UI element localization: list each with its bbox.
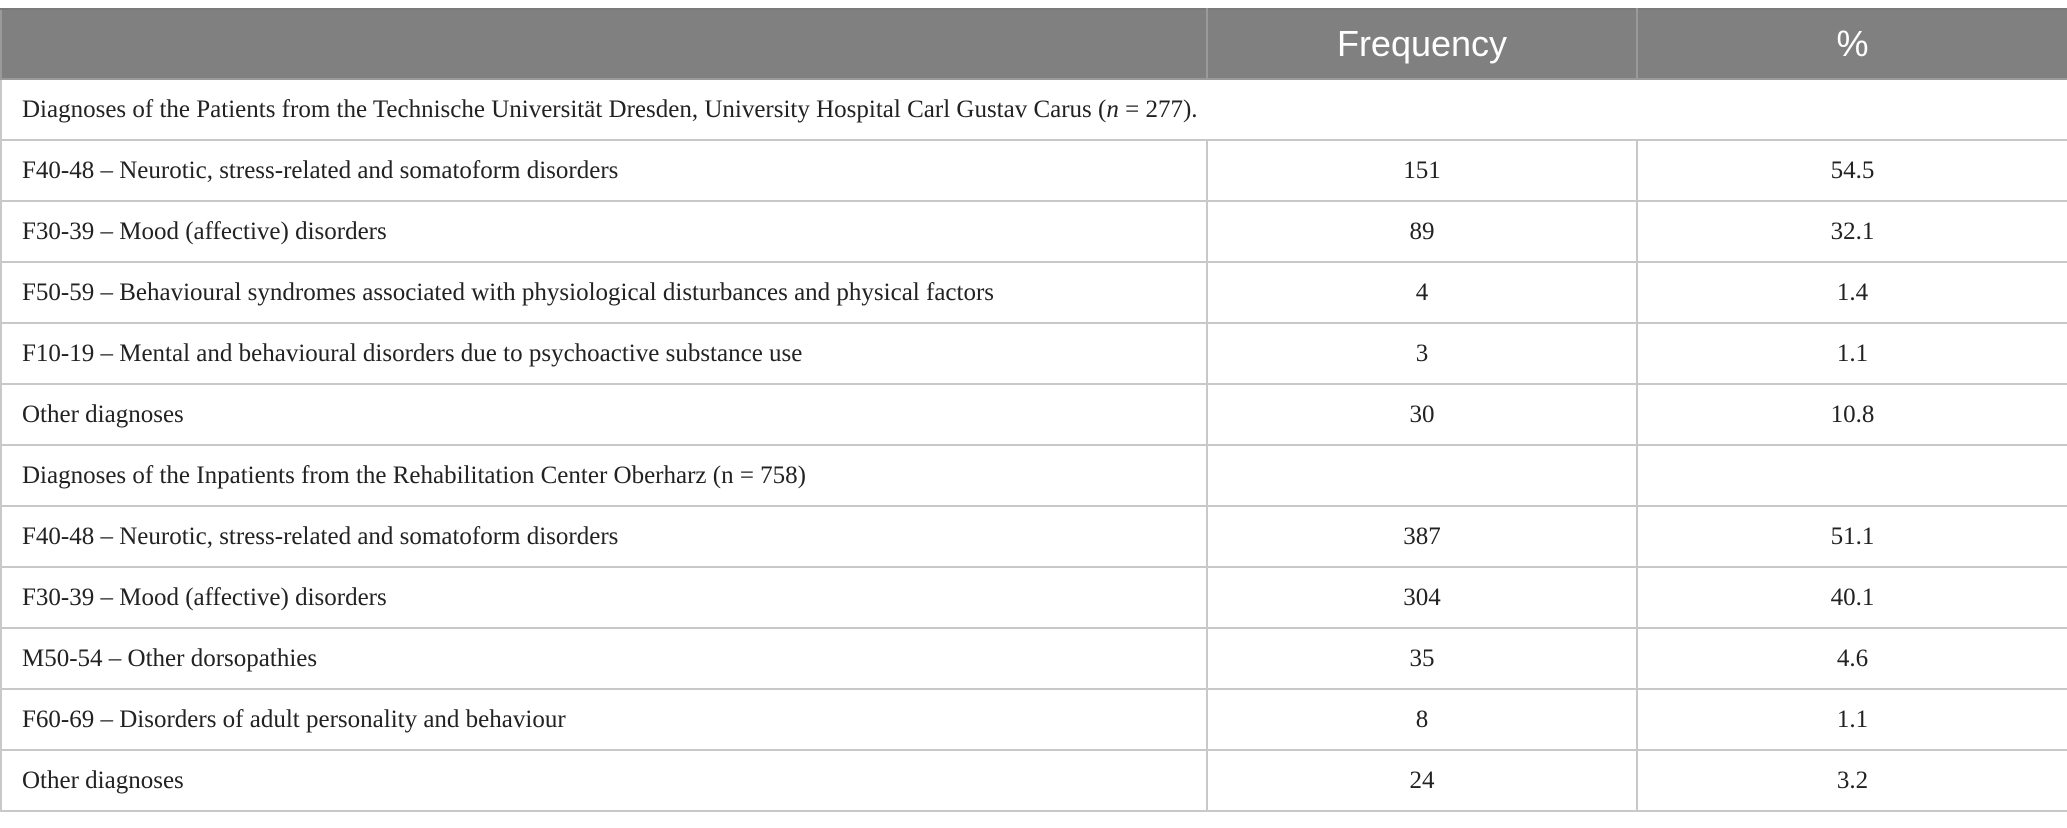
table-row	[1, 506, 2067, 567]
frequency-cell: 8	[1207, 689, 1637, 750]
section-title-n: n	[1106, 95, 1119, 123]
percent-cell: 32.1	[1637, 201, 2067, 262]
table-row	[1, 323, 2067, 384]
section-row-dresden	[1, 79, 2067, 140]
table-row	[1, 689, 2067, 750]
diagnosis-cell: F30-39 – Mood (affective) disorders	[1, 567, 1207, 628]
diagnosis-cell: F10-19 – Mental and behavioural disorders due to psychoactive substance use	[1, 323, 1207, 384]
diagnoses-table-wrapper	[0, 8, 2067, 812]
table-row	[1, 201, 2067, 262]
percent-cell: 4.6	[1637, 628, 2067, 689]
empty-cell	[1637, 445, 2067, 506]
section-title-text: Diagnoses of the Patients from the Technische Universität Dresden, University Hospital Carl Gustav Carus (	[22, 95, 1107, 123]
percent-cell: 1.4	[1637, 262, 2067, 323]
table-row	[1, 384, 2067, 445]
table-row	[1, 628, 2067, 689]
diagnoses-table	[0, 8, 2067, 812]
diagnosis-cell: M50-54 – Other dorsopathies	[1, 628, 1207, 689]
frequency-cell: 387	[1207, 506, 1637, 567]
percent-cell: 10.8	[1637, 384, 2067, 445]
diagnosis-cell: Other diagnoses	[1, 750, 1207, 811]
header-diagnosis	[1, 9, 1207, 79]
table-row	[1, 750, 2067, 811]
percent-cell: 1.1	[1637, 323, 2067, 384]
section-title-dresden	[1, 79, 2067, 140]
diagnosis-cell: F40-48 – Neurotic, stress-related and somatoform disorders	[1, 506, 1207, 567]
section-title-oberharz: Diagnoses of the Inpatients from the Rehabilitation Center Oberharz (n = 758)	[1, 445, 1207, 506]
section-row-oberharz	[1, 445, 2067, 506]
percent-cell: 40.1	[1637, 567, 2067, 628]
diagnosis-cell: F60-69 – Disorders of adult personality and behaviour	[1, 689, 1207, 750]
diagnosis-cell: F40-48 – Neurotic, stress-related and somatoform disorders	[1, 140, 1207, 201]
table-row	[1, 567, 2067, 628]
diagnosis-cell: F30-39 – Mood (affective) disorders	[1, 201, 1207, 262]
table-header-row	[1, 9, 2067, 79]
frequency-cell: 4	[1207, 262, 1637, 323]
percent-cell: 1.1	[1637, 689, 2067, 750]
diagnosis-cell: F50-59 – Behavioural syndromes associated with physiological disturbances and physical factors	[1, 262, 1207, 323]
frequency-cell: 24	[1207, 750, 1637, 811]
table-row	[1, 262, 2067, 323]
section-title-tail: = 277).	[1118, 95, 1198, 123]
header-percent: %	[1637, 9, 2067, 79]
frequency-cell: 3	[1207, 323, 1637, 384]
header-frequency: Frequency	[1207, 9, 1637, 79]
frequency-cell: 30	[1207, 384, 1637, 445]
frequency-cell: 35	[1207, 628, 1637, 689]
diagnosis-cell: Other diagnoses	[1, 384, 1207, 445]
percent-cell: 54.5	[1637, 140, 2067, 201]
percent-cell: 51.1	[1637, 506, 2067, 567]
frequency-cell: 89	[1207, 201, 1637, 262]
table-row	[1, 140, 2067, 201]
frequency-cell: 304	[1207, 567, 1637, 628]
percent-cell: 3.2	[1637, 750, 2067, 811]
frequency-cell: 151	[1207, 140, 1637, 201]
empty-cell	[1207, 445, 1637, 506]
